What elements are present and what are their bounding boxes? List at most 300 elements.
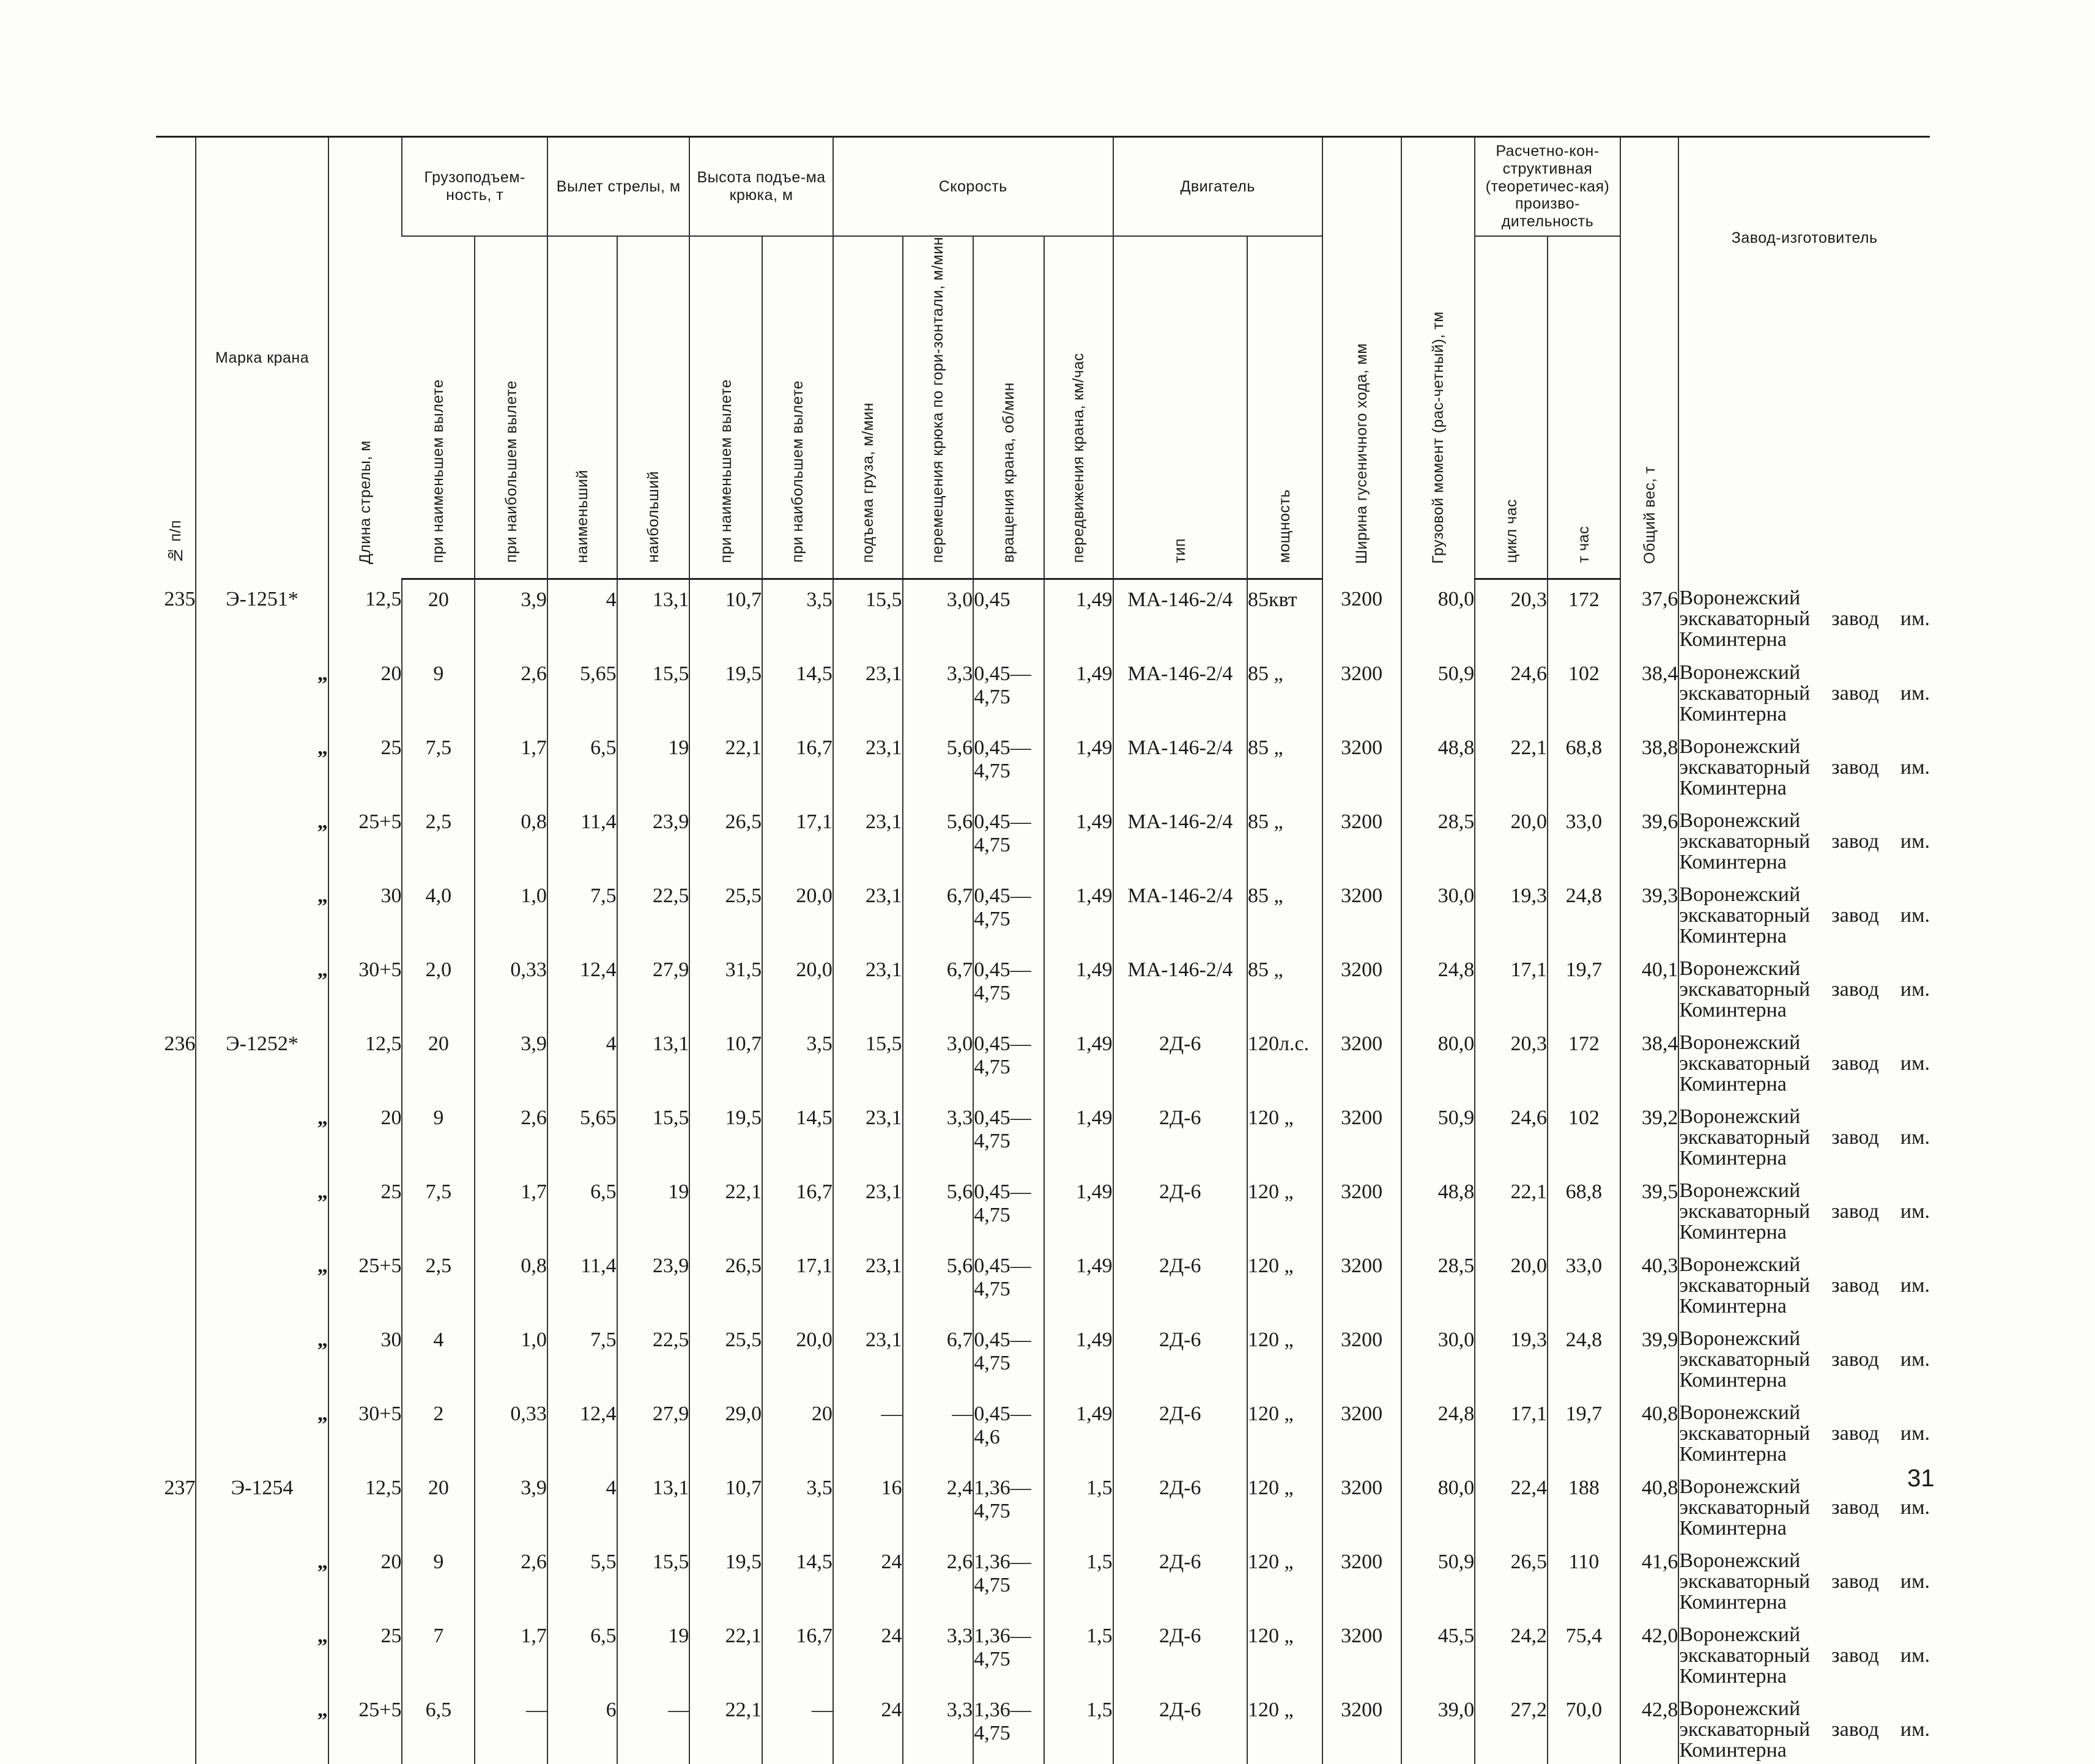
table-row [156, 950, 1930, 1024]
header-reach-group: Вылет стрелы, м [547, 138, 689, 236]
cell-tph: 19,7 [1548, 950, 1620, 1024]
cell-cycle: 17,1 [1475, 950, 1548, 1024]
cell-boom: 20 [328, 654, 402, 728]
cell-track: 3200 [1322, 1616, 1401, 1690]
table-row [156, 802, 1930, 876]
cell-moment: 50,9 [1401, 1098, 1475, 1172]
cell-v-rot: 0,45— 4,75 [973, 876, 1044, 950]
cell-v-lift: 15,5 [833, 579, 903, 654]
cell-v-travel: 1,49 [1044, 1394, 1113, 1468]
cell-boom: 25+5 [328, 1690, 402, 1764]
cell-eng-type: 2Д-6 [1113, 1172, 1247, 1246]
cell-boom: 12,5 [328, 1024, 402, 1098]
cell-moment: 39,0 [1401, 1690, 1475, 1764]
cell-mark: Э-1251* [196, 579, 328, 654]
cell-tph: 172 [1548, 1024, 1620, 1098]
cell-h-max: 20,0 [762, 1320, 833, 1394]
cell-eng-power: 85 „ [1247, 950, 1322, 1024]
cell-v-lift: 24 [833, 1690, 903, 1764]
cell-v-hook: 5,6 [903, 1246, 974, 1320]
cell-weight: 39,6 [1620, 802, 1679, 876]
cell-cycle: 24,6 [1475, 1098, 1548, 1172]
cell-cycle: 17,1 [1475, 1394, 1548, 1468]
cell-reach-min: 4 [547, 1024, 617, 1098]
cell-eng-type: 2Д-6 [1113, 1542, 1247, 1616]
cell-weight: 37,6 [1620, 579, 1679, 654]
table-row [156, 1172, 1930, 1246]
cell-reach-max: 22,5 [617, 876, 690, 950]
cell-eng-power: 120 „ [1247, 1616, 1322, 1690]
cell-reach-min: 6,5 [547, 1172, 617, 1246]
cell-v-lift: 23,1 [833, 1246, 903, 1320]
table-body [156, 579, 1930, 1764]
cell-plant: Воронежский экскаваторный завод им. Коминтерна [1678, 1320, 1930, 1394]
cell-moment: 48,8 [1401, 1172, 1475, 1246]
cell-cycle: 20,3 [1475, 579, 1548, 654]
cell-weight: 40,3 [1620, 1246, 1679, 1320]
cell-h-min: 22,1 [689, 1172, 762, 1246]
cell-boom: 25 [328, 1172, 402, 1246]
cell-v-travel: 1,49 [1044, 1024, 1113, 1098]
cell-boom: 20 [328, 1098, 402, 1172]
cell-h-min: 31,5 [689, 950, 762, 1024]
cell-moment: 80,0 [1401, 1468, 1475, 1542]
cell-h-min: 22,1 [689, 1616, 762, 1690]
table-row [156, 1616, 1930, 1690]
header-prod-t: т час [1548, 236, 1620, 579]
cell-h-max: 20,0 [762, 950, 833, 1024]
cell-mark: „ [196, 1246, 328, 1320]
cell-v-travel: 1,49 [1044, 728, 1113, 802]
header-height-group: Высота подъе-ма крюка, м [689, 138, 832, 236]
header-prod-cycle: цикл час [1475, 236, 1548, 579]
header-boom-length: Длина стрелы, м [328, 138, 402, 579]
cell-moment: 28,5 [1401, 802, 1475, 876]
cell-num [156, 1690, 196, 1764]
cell-reach-max: 19 [617, 1172, 690, 1246]
cell-h-max: 3,5 [762, 1024, 833, 1098]
cell-v-hook: — [903, 1394, 974, 1468]
cell-v-lift: 23,1 [833, 728, 903, 802]
cell-plant: Воронежский экскаваторный завод им. Коминтерна [1678, 1024, 1930, 1098]
cell-track: 3200 [1322, 876, 1401, 950]
cell-v-rot: 0,45— 4,75 [973, 1246, 1044, 1320]
cell-moment: 50,9 [1401, 1542, 1475, 1616]
cell-tph: 102 [1548, 1098, 1620, 1172]
cell-track: 3200 [1322, 579, 1401, 654]
cell-weight: 38,4 [1620, 1024, 1679, 1098]
cell-reach-max: 13,1 [617, 579, 690, 654]
cell-reach-min: 7,5 [547, 876, 617, 950]
cell-track: 3200 [1322, 802, 1401, 876]
cell-reach-max: 13,1 [617, 1468, 690, 1542]
cell-h-min: 19,5 [689, 1542, 762, 1616]
header-height-min: при наименьшем вылете [689, 236, 762, 579]
cell-plant: Воронежский экскаваторный завод им. Коминтерна [1678, 654, 1930, 728]
cell-v-travel: 1,49 [1044, 1098, 1113, 1172]
cell-cycle: 24,2 [1475, 1616, 1548, 1690]
cell-v-lift: 15,5 [833, 1024, 903, 1098]
cell-mark: „ [196, 1690, 328, 1764]
page [156, 138, 1930, 1764]
cell-plant: Воронежский экскаваторный завод им. Коминтерна [1678, 802, 1930, 876]
cell-reach-max: 27,9 [617, 950, 690, 1024]
cell-track: 3200 [1322, 1690, 1401, 1764]
cell-boom: 30+5 [328, 1394, 402, 1468]
table-row [156, 1024, 1930, 1098]
cell-boom: 12,5 [328, 579, 402, 654]
cell-plant: Воронежский экскаваторный завод им. Коминтерна [1678, 1394, 1930, 1468]
cell-eng-type: 2Д-6 [1113, 1394, 1247, 1468]
cell-tph: 102 [1548, 654, 1620, 728]
cell-num [156, 1394, 196, 1468]
table-row [156, 1320, 1930, 1394]
cell-eng-power: 85 „ [1247, 654, 1322, 728]
cell-moment: 48,8 [1401, 728, 1475, 802]
header-track-width: Ширина гусеничного хода, мм [1322, 138, 1401, 579]
cell-h-max: 20,0 [762, 876, 833, 950]
cell-tph: 68,8 [1548, 1172, 1620, 1246]
cell-eng-power: 120 „ [1247, 1098, 1322, 1172]
cell-weight: 42,8 [1620, 1690, 1679, 1764]
cell-num [156, 1172, 196, 1246]
cell-mark: „ [196, 1542, 328, 1616]
cell-eng-power: 120 „ [1247, 1320, 1322, 1394]
cell-v-hook: 3,3 [903, 654, 974, 728]
cell-h-min: 19,5 [689, 654, 762, 728]
cell-cap-max: 0,8 [475, 1246, 547, 1320]
cell-v-rot: 0,45— 4,75 [973, 1098, 1044, 1172]
cell-cap-max: 1,7 [475, 1616, 547, 1690]
cell-reach-min: 6 [547, 1690, 617, 1764]
cell-reach-max: 15,5 [617, 654, 690, 728]
cell-num [156, 802, 196, 876]
cell-v-travel: 1,49 [1044, 579, 1113, 654]
cell-reach-max: 23,9 [617, 1246, 690, 1320]
cell-h-max: 3,5 [762, 579, 833, 654]
cell-eng-type: 2Д-6 [1113, 1246, 1247, 1320]
table-row [156, 1098, 1930, 1172]
cell-moment: 24,8 [1401, 950, 1475, 1024]
cell-cycle: 19,3 [1475, 1320, 1548, 1394]
cell-cap-max: 3,9 [475, 579, 547, 654]
header-engine-power: мощность [1247, 236, 1322, 579]
cell-mark: „ [196, 1172, 328, 1246]
cell-eng-power: 120 „ [1247, 1394, 1322, 1468]
cell-v-lift: 23,1 [833, 876, 903, 950]
cell-boom: 25+5 [328, 802, 402, 876]
cell-reach-max: — [617, 1690, 690, 1764]
cell-reach-max: 15,5 [617, 1542, 690, 1616]
cell-eng-power: 85 „ [1247, 876, 1322, 950]
cell-h-min: 22,1 [689, 1690, 762, 1764]
header-moment: Грузовой момент (рас-четный), тм [1401, 138, 1475, 579]
cell-reach-max: 15,5 [617, 1098, 690, 1172]
cell-h-max: 16,7 [762, 728, 833, 802]
cell-weight: 41,6 [1620, 1542, 1679, 1616]
header-weight: Общий вес, т [1620, 138, 1679, 579]
cell-v-lift: 24 [833, 1616, 903, 1690]
cell-num [156, 1246, 196, 1320]
cell-reach-min: 7,5 [547, 1320, 617, 1394]
cell-cap-max: 1,7 [475, 728, 547, 802]
cell-v-lift: 23,1 [833, 950, 903, 1024]
cell-num: 235 [164, 587, 196, 610]
cell-num [156, 654, 196, 728]
cell-cap-max: 2,6 [475, 1542, 547, 1616]
cell-mark: „ [196, 654, 328, 728]
cell-h-max: 16,7 [762, 1616, 833, 1690]
cell-track: 3200 [1322, 1172, 1401, 1246]
table-row [156, 654, 1930, 728]
cell-h-min: 25,5 [689, 876, 762, 950]
cell-cap-min: 7,5 [402, 728, 475, 802]
cell-cap-max: 1,0 [475, 876, 547, 950]
table-row [156, 579, 1930, 654]
cell-v-rot: 0,45— 4,75 [973, 728, 1044, 802]
cell-cycle: 22,1 [1475, 1172, 1548, 1246]
cell-weight: 42,0 [1620, 1616, 1679, 1690]
cell-eng-type: МА-146-2/4 [1113, 802, 1247, 876]
cell-cap-min: 4 [402, 1320, 475, 1394]
cell-tph: 24,8 [1548, 1320, 1620, 1394]
cell-h-min: 10,7 [689, 1468, 762, 1542]
table-row [156, 1246, 1930, 1320]
cell-boom: 25+5 [328, 1246, 402, 1320]
cell-cap-min: 2,5 [402, 1246, 475, 1320]
cell-plant: Воронежский экскаваторный завод им. Коминтерна [1678, 1616, 1930, 1690]
cell-h-min: 10,7 [689, 579, 762, 654]
cell-moment: 24,8 [1401, 1394, 1475, 1468]
cell-reach-max: 13,1 [617, 1024, 690, 1098]
cell-moment: 30,0 [1401, 876, 1475, 950]
cell-v-hook: 2,4 [903, 1468, 974, 1542]
cell-cap-max: 2,6 [475, 654, 547, 728]
cell-cap-min: 9 [402, 1542, 475, 1616]
cell-v-lift: — [833, 1394, 903, 1468]
cell-v-lift: 16 [833, 1468, 903, 1542]
cell-cap-max: 0,33 [475, 950, 547, 1024]
header-reach-max: наибольший [617, 236, 690, 579]
cell-cap-min: 20 [402, 1468, 475, 1542]
header-reach-min: наименьший [547, 236, 617, 579]
cell-moment: 45,5 [1401, 1616, 1475, 1690]
cell-h-min: 10,7 [689, 1024, 762, 1098]
cell-tph: 70,0 [1548, 1690, 1620, 1764]
cell-eng-power: 120 „ [1247, 1172, 1322, 1246]
cell-reach-max: 19 [617, 1616, 690, 1690]
cell-cap-min: 2 [402, 1394, 475, 1468]
cell-cycle: 22,1 [1475, 728, 1548, 802]
cell-v-travel: 1,5 [1044, 1616, 1113, 1690]
cell-v-rot: 1,36— 4,75 [973, 1542, 1044, 1616]
cell-v-rot: 0,45— 4,75 [973, 654, 1044, 728]
cell-cap-max: 0,33 [475, 1394, 547, 1468]
cell-plant: Воронежский экскаваторный завод им. Коминтерна [1678, 1690, 1930, 1764]
cell-v-rot: 0,45 [973, 579, 1044, 654]
cell-h-min: 26,5 [689, 1246, 762, 1320]
header-capacity-group: Грузоподъем-ность, т [402, 138, 547, 236]
cell-v-travel: 1,5 [1044, 1542, 1113, 1616]
cell-moment: 28,5 [1401, 1246, 1475, 1320]
cell-cycle: 19,3 [1475, 876, 1548, 950]
cell-v-travel: 1,49 [1044, 654, 1113, 728]
cell-plant: Воронежский экскаваторный завод им. Коминтерна [1678, 950, 1930, 1024]
cell-weight: 39,5 [1620, 1172, 1679, 1246]
cell-boom: 20 [328, 1542, 402, 1616]
cell-reach-min: 6,5 [547, 1616, 617, 1690]
cell-v-hook: 5,6 [903, 802, 974, 876]
cell-h-min: 26,5 [689, 802, 762, 876]
cell-moment: 30,0 [1401, 1320, 1475, 1394]
cell-weight: 39,3 [1620, 876, 1679, 950]
cell-v-lift: 23,1 [833, 802, 903, 876]
cell-num [156, 876, 196, 950]
cell-v-hook: 3,0 [903, 1024, 974, 1098]
cell-cycle: 20,0 [1475, 802, 1548, 876]
cell-eng-type: МА-146-2/4 [1113, 654, 1247, 728]
cell-mark: Э-1254 [196, 1468, 328, 1542]
cell-boom: 25 [328, 728, 402, 802]
header-mark: Марка крана [196, 138, 328, 579]
cell-boom: 12,5 [328, 1468, 402, 1542]
cell-reach-max: 27,9 [617, 1394, 690, 1468]
cell-v-rot: 1,36— 4,75 [973, 1616, 1044, 1690]
cell-cap-min: 20 [402, 579, 475, 654]
cell-h-max: 20 [762, 1394, 833, 1468]
cell-v-travel: 1,49 [1044, 1320, 1113, 1394]
cell-boom: 25 [328, 1616, 402, 1690]
cell-plant: Воронежский экскаваторный завод им. Коминтерна [1678, 728, 1930, 802]
cell-eng-type: 2Д-6 [1113, 1098, 1247, 1172]
cell-mark: „ [196, 1616, 328, 1690]
cell-num [156, 950, 196, 1024]
table-row [156, 1468, 1930, 1542]
cell-h-min: 22,1 [689, 728, 762, 802]
cell-h-max: 16,7 [762, 1172, 833, 1246]
cell-cycle: 24,6 [1475, 654, 1548, 728]
cell-moment: 80,0 [1401, 579, 1475, 654]
cell-h-max: — [762, 1690, 833, 1764]
cell-v-lift: 24 [833, 1542, 903, 1616]
cell-v-hook: 6,7 [903, 1320, 974, 1394]
cell-mark: „ [196, 1320, 328, 1394]
cell-reach-min: 12,4 [547, 950, 617, 1024]
cell-boom: 30 [328, 1320, 402, 1394]
cell-eng-type: МА-146-2/4 [1113, 876, 1247, 950]
crane-table [156, 138, 1930, 1764]
cell-num [156, 1320, 196, 1394]
header-speed-lift: подъема груза, м/мин [833, 236, 903, 579]
cell-num [156, 1616, 196, 1690]
cell-cap-min: 7,5 [402, 1172, 475, 1246]
cell-cycle: 27,2 [1475, 1690, 1548, 1764]
cell-weight: 40,8 [1620, 1468, 1679, 1542]
cell-v-hook: 2,6 [903, 1542, 974, 1616]
cell-reach-min: 5,65 [547, 1098, 617, 1172]
cell-v-rot: 0,45— 4,75 [973, 950, 1044, 1024]
cell-eng-power: 120 „ [1247, 1468, 1322, 1542]
cell-cap-max: 1,7 [475, 1172, 547, 1246]
header-productivity-group: Расчетно-кон-структивная (теоретичес-кая) произво-дительность [1475, 138, 1620, 236]
header-engine-type: тип [1113, 236, 1247, 579]
cell-plant: Воронежский экскаваторный завод им. Коминтерна [1678, 1172, 1930, 1246]
cell-cap-max: 0,8 [475, 802, 547, 876]
cell-reach-max: 23,9 [617, 802, 690, 876]
cell-tph: 110 [1548, 1542, 1620, 1616]
cell-plant: Воронежский экскаваторный завод им. Коминтерна [1678, 876, 1930, 950]
cell-boom: 30 [328, 876, 402, 950]
page-number: 31 [1907, 1465, 1935, 1492]
cell-reach-max: 19 [617, 728, 690, 802]
cell-v-hook: 5,6 [903, 728, 974, 802]
cell-reach-min: 11,4 [547, 1246, 617, 1320]
cell-cap-min: 2,5 [402, 802, 475, 876]
cell-cap-min: 7 [402, 1616, 475, 1690]
cell-eng-type: 2Д-6 [1113, 1468, 1247, 1542]
cell-track: 3200 [1322, 654, 1401, 728]
table-row [156, 1394, 1930, 1468]
cell-reach-min: 4 [547, 1468, 617, 1542]
cell-v-rot: 0,45— 4,75 [973, 802, 1044, 876]
cell-eng-type: 2Д-6 [1113, 1616, 1247, 1690]
cell-num [156, 1098, 196, 1172]
cell-cap-max: 3,9 [475, 1468, 547, 1542]
cell-cycle: 26,5 [1475, 1542, 1548, 1616]
table-row [156, 876, 1930, 950]
cell-mark: „ [196, 802, 328, 876]
cell-cycle: 20,0 [1475, 1246, 1548, 1320]
header-speed-hook: перемещения крюка по гори-зонтали, м/мин [903, 236, 974, 579]
cell-eng-power: 120 „ [1247, 1542, 1322, 1616]
cell-plant: Воронежский экскаваторный завод им. Коминтерна [1678, 1468, 1930, 1542]
header-speed-group: Скорость [833, 138, 1113, 236]
cell-v-lift: 23,1 [833, 1172, 903, 1246]
cell-cap-min: 2,0 [402, 950, 475, 1024]
cell-eng-power: 85 „ [1247, 802, 1322, 876]
cell-weight: 38,8 [1620, 728, 1679, 802]
cell-v-lift: 23,1 [833, 1098, 903, 1172]
cell-eng-power: 120 „ [1247, 1246, 1322, 1320]
cell-v-rot: 0,45— 4,75 [973, 1320, 1044, 1394]
cell-v-rot: 0,45— 4,6 [973, 1394, 1044, 1468]
cell-tph: 33,0 [1548, 802, 1620, 876]
cell-weight: 40,8 [1620, 1394, 1679, 1468]
cell-mark: „ [196, 1098, 328, 1172]
cell-num: 237 [164, 1477, 196, 1500]
cell-mark: Э-1252* [196, 1024, 328, 1098]
cell-boom: 30+5 [328, 950, 402, 1024]
cell-h-max: 17,1 [762, 802, 833, 876]
cell-cap-min: 6,5 [402, 1690, 475, 1764]
cell-moment: 80,0 [1401, 1024, 1475, 1098]
cell-h-max: 14,5 [762, 1542, 833, 1616]
cell-v-hook: 6,7 [903, 950, 974, 1024]
cell-cap-max: — [475, 1690, 547, 1764]
cell-track: 3200 [1322, 1394, 1401, 1468]
cell-v-rot: 1,36— 4,75 [973, 1690, 1044, 1764]
header-engine-group: Двигатель [1113, 138, 1322, 236]
cell-eng-power: 85квт [1247, 579, 1322, 654]
cell-v-travel: 1,49 [1044, 1246, 1113, 1320]
cell-cap-min: 20 [402, 1024, 475, 1098]
cell-track: 3200 [1322, 1468, 1401, 1542]
cell-v-hook: 3,0 [903, 579, 974, 654]
cell-v-lift: 23,1 [833, 1320, 903, 1394]
cell-eng-type: 2Д-6 [1113, 1690, 1247, 1764]
cell-v-travel: 1,49 [1044, 876, 1113, 950]
cell-v-hook: 5,6 [903, 1172, 974, 1246]
